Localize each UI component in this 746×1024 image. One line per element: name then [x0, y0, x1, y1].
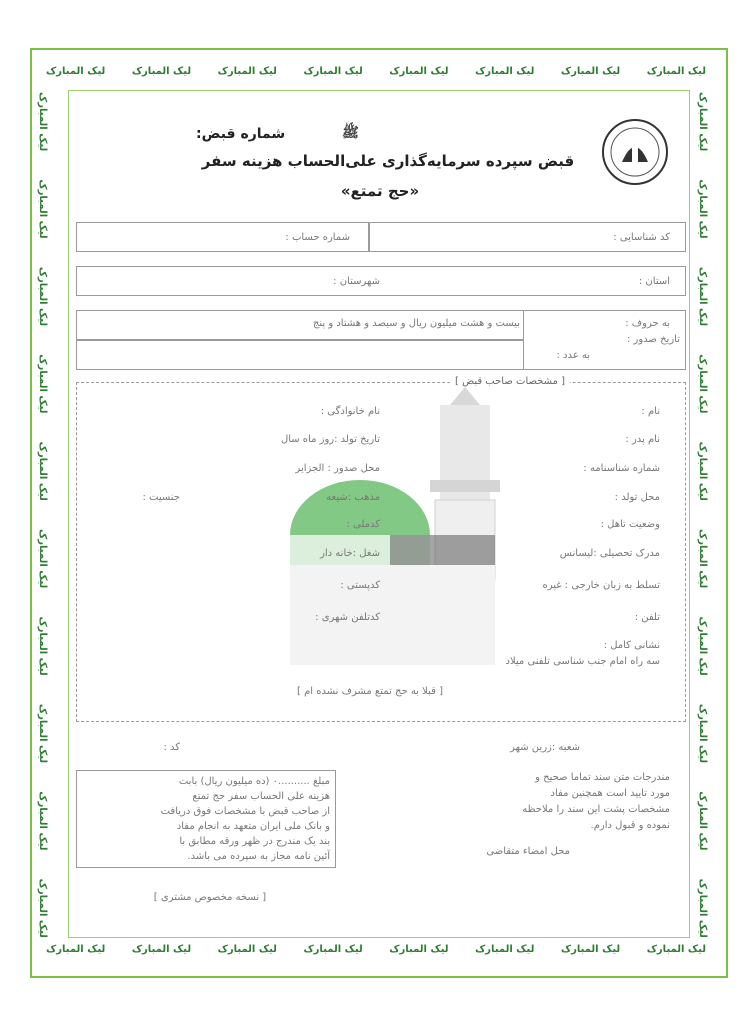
bank-emblem-icon	[600, 112, 670, 192]
border-text: لیک المبارک	[697, 878, 708, 938]
declaration-line-2: مورد تایید است همچنین مفاد	[550, 788, 670, 799]
border-text: لیک المبارک	[37, 791, 48, 851]
border-text: لیک المبارک	[303, 944, 363, 955]
border-text: لیک المبارک	[560, 66, 621, 77]
bank-note-line-6: آئین نامه مجاز به سپرده می باشد.	[187, 851, 330, 862]
amount-letters-label: به حروف :	[625, 318, 670, 329]
border-text: لیک المبارک	[131, 66, 192, 77]
border-text: لیک المبارک	[217, 66, 277, 77]
border-band-bottom	[46, 944, 706, 960]
border-text: لیک المبارک	[697, 703, 708, 764]
bank-note-line-2: هزینه علی الحساب سفر حج تمتع	[192, 791, 330, 802]
border-text: لیک المبارک	[217, 944, 277, 955]
holder-father[interactable]: نام پدر :	[625, 434, 660, 445]
border-text: لیک المبارک	[646, 944, 706, 955]
border-text: لیک المبارک	[389, 944, 449, 955]
declaration-line-1: مندرجات متن سند تماما صحیح و	[535, 772, 670, 783]
branch-code-label: کد :	[163, 742, 180, 753]
border-text: لیک المبارک	[37, 92, 48, 152]
holder-id-number[interactable]: شماره شناسنامه :	[583, 463, 660, 474]
border-text: لیک المبارک	[37, 266, 48, 327]
branch-label: شعبه :زرین شهر	[510, 742, 580, 753]
border-text: لیک المبارک	[37, 878, 48, 938]
holder-birth-date[interactable]: تاریخ تولد :روز ماه سال	[280, 434, 380, 445]
border-text: لیک المبارک	[697, 266, 708, 327]
border-text: لیک المبارک	[46, 66, 106, 77]
customer-copy-label: [ نسخه مخصوص مشتری ]	[153, 892, 267, 903]
holder-education[interactable]: مدرک تحصیلی :لیسانس	[559, 548, 660, 559]
signature-label: محل امضاء متقاضی	[486, 846, 570, 857]
border-text: لیک المبارک	[475, 66, 535, 77]
bank-note-line-5: بند یک مندرج در ظهر ورقه مطابق با	[179, 836, 330, 847]
border-text: لیک المبارک	[697, 616, 708, 676]
border-text: لیک المبارک	[697, 441, 708, 501]
border-text: لیک المبارک	[37, 529, 48, 589]
border-text: لیک المبارک	[646, 66, 706, 77]
border-text: لیک المبارک	[475, 944, 535, 955]
border-text: لیک المبارک	[37, 354, 48, 414]
border-text: لیک المبارک	[697, 529, 708, 589]
border-text: لیک المبارک	[37, 616, 48, 676]
border-text: لیک المبارک	[697, 92, 708, 152]
border-band-top	[46, 66, 706, 82]
holder-city-phone-code[interactable]: کدتلفن شهری :	[315, 612, 380, 623]
border-text: لیک المبارک	[697, 791, 708, 851]
national-id-field[interactable]: کد شناسایی :	[613, 232, 670, 243]
form-title: قبض سپرده سرمایه‌گذاری علی‌الحساب هزینه سفر	[201, 152, 575, 170]
border-text: لیک المبارک	[37, 179, 48, 239]
border-text: لیک المبارک	[37, 703, 48, 764]
holder-section-title: [ مشخصات صاحب قبض ]	[450, 376, 570, 387]
amount-inner-bottom	[76, 340, 524, 370]
holder-languages[interactable]: تسلط به زبان خارجی : غیره	[542, 580, 660, 591]
border-band-right	[694, 92, 722, 938]
border-text: لیک المبارک	[389, 66, 449, 77]
bank-note-line-1: مبلغ ..........۰ (ده میلیون ریال) بابت	[178, 776, 330, 787]
border-text: لیک المبارک	[46, 944, 106, 955]
holder-postal-code[interactable]: کدپستی :	[340, 580, 380, 591]
id-account-divider	[368, 222, 370, 252]
holder-phone[interactable]: تلفن :	[634, 612, 660, 623]
holder-address[interactable]: نشانی کامل :	[603, 640, 660, 651]
border-text: لیک المبارک	[37, 441, 48, 501]
border-text: لیک المبارک	[560, 944, 621, 955]
form-subtitle: «حج تمتع»	[340, 182, 420, 200]
issue-date-label: تاریخ صدور :	[626, 334, 680, 345]
border-text: لیک المبارک	[697, 354, 708, 414]
holder-birth-place[interactable]: محل تولد :	[614, 492, 660, 503]
amount-numbers-label: به عدد :	[556, 350, 590, 361]
bank-note-line-3: از صاحب قبض با مشخصات فوق دریافت	[160, 806, 330, 817]
receipt-number-label: شماره قبض:	[196, 126, 286, 142]
border-text: لیک المبارک	[697, 179, 708, 239]
holder-address-value[interactable]: سه راه امام جنب شناسی تلفنی میلاد	[505, 656, 660, 667]
amount-letters-value[interactable]: بیست و هشت میلیون ریال و سیصد و هشتاد و پنج	[312, 318, 520, 329]
holder-name[interactable]: نام :	[641, 406, 660, 417]
holder-family[interactable]: نام خانوادگی :	[320, 406, 380, 417]
border-band-left	[34, 92, 62, 938]
holder-issue-place[interactable]: محل صدور : الجزایر	[295, 463, 380, 474]
holder-gender[interactable]: جنسیت :	[142, 492, 180, 503]
account-number-field[interactable]: شماره حساب :	[285, 232, 350, 243]
holder-national-code[interactable]: کدملی :	[346, 519, 380, 530]
declaration-line-4: نموده و قبول دارم.	[590, 820, 670, 831]
holder-marital[interactable]: وضعیت تاهل :	[600, 519, 660, 530]
bank-note-line-4: و بانک ملی ایران متعهد به انجام مفاد	[176, 821, 330, 832]
holder-religion[interactable]: مذهب :شیعه	[326, 492, 380, 503]
declaration-line-3: مشخصات پشت این سند را ملاحظه	[522, 804, 670, 815]
city-field[interactable]: شهرستان :	[333, 276, 380, 287]
border-text: لیک المبارک	[303, 66, 363, 77]
holder-job[interactable]: شغل :خانه دار	[320, 548, 380, 559]
prior-hajj-note: [ قبلا به حج تمتع مشرف نشده ام ]	[296, 686, 443, 697]
calligraphy-mark: ﷺ	[342, 125, 359, 141]
province-field[interactable]: استان :	[638, 276, 670, 287]
border-text: لیک المبارک	[131, 944, 192, 955]
